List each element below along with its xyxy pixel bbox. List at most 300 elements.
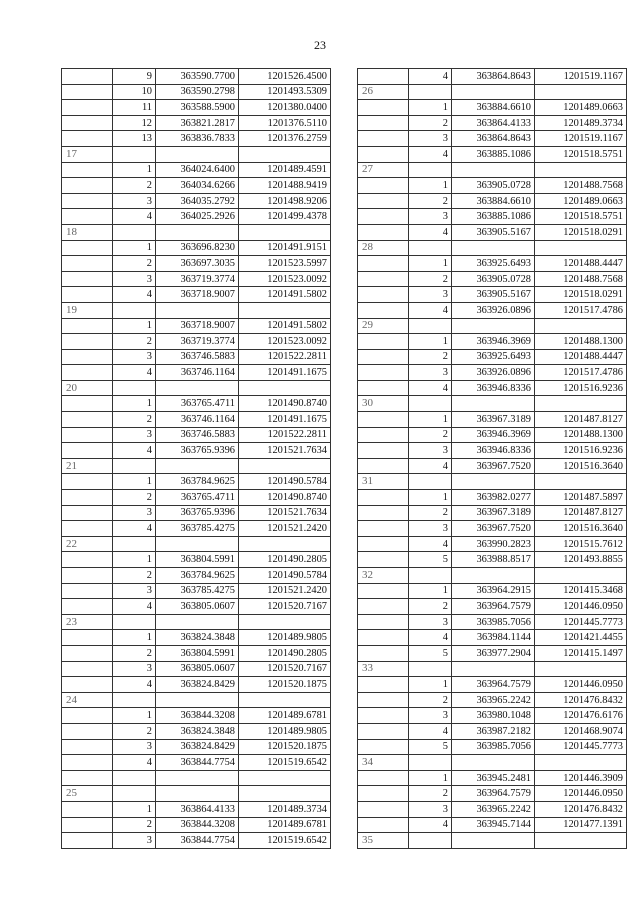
coordinate-x-cell: 363985.7056	[452, 614, 535, 630]
table-row	[62, 568, 331, 584]
page-number: 23	[314, 38, 326, 52]
table-row	[62, 583, 331, 599]
point-number-cell: 4	[113, 443, 156, 459]
point-number-cell: 2	[409, 599, 452, 615]
parcel-number-cell	[62, 287, 113, 303]
coordinate-y-cell	[239, 380, 331, 396]
coordinate-y-cell: 1201490.8740	[239, 490, 331, 506]
parcel-number-cell	[358, 193, 409, 209]
coordinate-y-cell: 1201523.0092	[239, 271, 331, 287]
coordinate-y-cell	[239, 302, 331, 318]
parcel-number-cell: 25	[62, 786, 113, 802]
coordinate-y-cell: 1201490.2805	[239, 552, 331, 568]
coordinate-y-cell: 1201490.5784	[239, 568, 331, 584]
coordinate-x-cell: 363836.7833	[156, 131, 239, 147]
coordinate-y-cell: 1201498.9206	[239, 193, 331, 209]
table-row	[358, 708, 627, 724]
coordinate-x-cell	[156, 458, 239, 474]
coordinate-x-cell: 364035.2792	[156, 193, 239, 209]
table-row	[62, 193, 331, 209]
point-number-cell	[409, 84, 452, 100]
parcel-number-cell	[358, 443, 409, 459]
point-number-cell: 3	[409, 443, 452, 459]
parcel-number-cell	[358, 271, 409, 287]
point-number-cell: 3	[409, 365, 452, 381]
point-number-cell: 4	[409, 630, 452, 646]
point-number-cell	[113, 458, 156, 474]
coordinate-x-cell: 363926.0896	[452, 302, 535, 318]
parcel-number-cell	[358, 69, 409, 85]
coordinate-y-cell: 1201520.7167	[239, 661, 331, 677]
parcel-number-cell	[62, 521, 113, 537]
coordinate-x-cell: 363588.5900	[156, 100, 239, 116]
point-number-cell: 4	[113, 287, 156, 303]
parcel-number-cell	[358, 505, 409, 521]
parcel-number-cell	[62, 677, 113, 693]
coordinate-y-cell: 1201519.1167	[535, 131, 627, 147]
parcel-number-cell	[62, 568, 113, 584]
table-row	[62, 443, 331, 459]
coordinate-y-cell: 1201489.0663	[535, 100, 627, 116]
coordinate-y-cell: 1201446.0950	[535, 786, 627, 802]
coordinate-y-cell: 1201476.6176	[535, 708, 627, 724]
table-row	[62, 131, 331, 147]
coordinate-y-cell	[535, 661, 627, 677]
parcel-number-cell	[62, 770, 113, 786]
point-number-cell: 3	[113, 661, 156, 677]
coordinate-y-cell: 1201522.2811	[239, 427, 331, 443]
point-number-cell: 4	[409, 723, 452, 739]
coordinate-x-cell: 363784.9625	[156, 474, 239, 490]
point-number-cell: 3	[113, 193, 156, 209]
point-number-cell: 2	[409, 427, 452, 443]
table-row	[358, 240, 627, 256]
coordinate-y-cell: 1201487.5897	[535, 490, 627, 506]
coordinate-x-cell: 363925.6493	[452, 256, 535, 272]
parcel-number-cell	[62, 334, 113, 350]
table-row	[62, 380, 331, 396]
parcel-number-cell: 26	[358, 84, 409, 100]
coordinate-x-cell	[156, 692, 239, 708]
coordinate-y-cell	[535, 474, 627, 490]
parcel-number-cell	[358, 645, 409, 661]
coordinate-y-cell: 1201491.1675	[239, 365, 331, 381]
coordinate-x-cell: 363905.5167	[452, 224, 535, 240]
coordinate-y-cell: 1201520.1875	[239, 677, 331, 693]
coordinate-y-cell: 1201487.8127	[535, 505, 627, 521]
point-number-cell: 3	[113, 833, 156, 849]
table-row	[62, 240, 331, 256]
coordinate-x-cell: 363824.3848	[156, 723, 239, 739]
point-number-cell: 4	[113, 365, 156, 381]
coordinate-x-cell: 363980.1048	[452, 708, 535, 724]
coordinate-y-cell: 1201521.2420	[239, 521, 331, 537]
point-number-cell	[113, 614, 156, 630]
coordinate-x-cell: 363985.7056	[452, 739, 535, 755]
point-number-cell: 1	[113, 474, 156, 490]
parcel-number-cell	[358, 692, 409, 708]
table-row	[62, 536, 331, 552]
table-row	[62, 692, 331, 708]
coordinate-x-cell: 363785.4275	[156, 521, 239, 537]
parcel-number-cell: 17	[62, 146, 113, 162]
parcel-number-cell: 23	[62, 614, 113, 630]
table-row	[62, 162, 331, 178]
coordinate-x-cell: 363964.7579	[452, 599, 535, 615]
coordinate-y-cell: 1201519.6542	[239, 833, 331, 849]
parcel-number-cell	[358, 630, 409, 646]
table-row	[358, 349, 627, 365]
point-number-cell: 1	[409, 490, 452, 506]
coordinate-y-cell: 1201446.0950	[535, 677, 627, 693]
point-number-cell: 10	[113, 84, 156, 100]
table-row	[358, 458, 627, 474]
table-row	[62, 84, 331, 100]
table-row	[62, 458, 331, 474]
parcel-number-cell	[62, 412, 113, 428]
parcel-number-cell	[62, 661, 113, 677]
table-row	[358, 412, 627, 428]
table-row	[62, 100, 331, 116]
parcel-number-cell	[62, 599, 113, 615]
coordinate-y-cell	[239, 146, 331, 162]
coordinate-x-cell: 363746.1164	[156, 412, 239, 428]
point-number-cell: 2	[409, 349, 452, 365]
coordinate-x-cell: 363821.2817	[156, 115, 239, 131]
coordinate-y-cell: 1201518.5751	[535, 209, 627, 225]
coordinate-y-cell	[239, 536, 331, 552]
coordinate-x-cell: 363964.7579	[452, 677, 535, 693]
point-number-cell: 2	[113, 568, 156, 584]
parcel-number-cell	[358, 723, 409, 739]
parcel-number-cell: 33	[358, 661, 409, 677]
coordinates-table-right	[357, 68, 627, 849]
coordinate-x-cell: 363718.9007	[156, 318, 239, 334]
table-row	[62, 318, 331, 334]
point-number-cell: 3	[113, 427, 156, 443]
coordinate-x-cell	[452, 755, 535, 771]
coordinate-y-cell: 1201489.9805	[239, 630, 331, 646]
point-number-cell	[409, 318, 452, 334]
table-row	[62, 599, 331, 615]
parcel-number-cell	[62, 256, 113, 272]
coordinate-x-cell: 363804.5991	[156, 645, 239, 661]
coordinate-x-cell: 363884.6610	[452, 193, 535, 209]
coordinate-x-cell: 363967.3189	[452, 505, 535, 521]
coordinate-x-cell	[156, 786, 239, 802]
coordinate-y-cell	[535, 240, 627, 256]
point-number-cell: 4	[409, 817, 452, 833]
parcel-number-cell	[358, 302, 409, 318]
coordinate-y-cell: 1201446.0950	[535, 599, 627, 615]
point-number-cell	[113, 536, 156, 552]
point-number-cell: 3	[409, 287, 452, 303]
parcel-number-cell	[358, 209, 409, 225]
parcel-number-cell	[62, 427, 113, 443]
coordinate-x-cell	[452, 318, 535, 334]
point-number-cell: 1	[409, 334, 452, 350]
point-number-cell: 2	[113, 490, 156, 506]
table-row	[62, 115, 331, 131]
point-number-cell: 1	[113, 708, 156, 724]
coordinate-y-cell: 1201515.7612	[535, 536, 627, 552]
parcel-number-cell	[62, 365, 113, 381]
parcel-number-cell	[62, 100, 113, 116]
coordinate-y-cell: 1201516.9236	[535, 380, 627, 396]
coordinate-x-cell: 363946.8336	[452, 443, 535, 459]
parcel-number-cell	[358, 770, 409, 786]
point-number-cell: 1	[409, 100, 452, 116]
parcel-number-cell	[62, 131, 113, 147]
coordinate-x-cell: 363905.0728	[452, 178, 535, 194]
coordinate-y-cell: 1201491.5802	[239, 287, 331, 303]
table-row	[358, 146, 627, 162]
point-number-cell: 1	[409, 770, 452, 786]
parcel-number-cell	[62, 755, 113, 771]
parcel-number-cell	[62, 583, 113, 599]
point-number-cell: 11	[113, 100, 156, 116]
table-row	[358, 100, 627, 116]
parcel-number-cell	[358, 552, 409, 568]
table-row	[358, 318, 627, 334]
table-row	[62, 801, 331, 817]
parcel-number-cell: 22	[62, 536, 113, 552]
point-number-cell: 3	[409, 614, 452, 630]
parcel-number-cell	[358, 287, 409, 303]
coordinates-table-left	[61, 68, 331, 849]
table-row	[358, 365, 627, 381]
coordinate-y-cell: 1201519.6542	[239, 755, 331, 771]
coordinate-x-cell: 363967.7520	[452, 521, 535, 537]
coordinate-y-cell	[535, 396, 627, 412]
parcel-number-cell	[358, 178, 409, 194]
coordinate-y-cell: 1201493.5309	[239, 84, 331, 100]
coordinate-x-cell: 363719.3774	[156, 271, 239, 287]
point-number-cell: 1	[409, 677, 452, 693]
coordinate-y-cell: 1201490.2805	[239, 645, 331, 661]
table-row	[62, 474, 331, 490]
coordinate-x-cell: 363824.3848	[156, 630, 239, 646]
table-row	[358, 552, 627, 568]
table-row	[62, 833, 331, 849]
point-number-cell: 13	[113, 131, 156, 147]
parcel-number-cell	[358, 256, 409, 272]
coordinate-x-cell	[156, 146, 239, 162]
coordinate-y-cell: 1201489.3734	[239, 801, 331, 817]
parcel-number-cell	[358, 380, 409, 396]
table-row	[62, 614, 331, 630]
point-number-cell	[409, 474, 452, 490]
point-number-cell	[409, 396, 452, 412]
coordinate-x-cell: 364025.2926	[156, 209, 239, 225]
coordinate-y-cell: 1201488.1300	[535, 334, 627, 350]
table-row	[358, 583, 627, 599]
table-row	[358, 692, 627, 708]
coordinate-x-cell: 363746.5883	[156, 349, 239, 365]
coordinate-x-cell	[452, 474, 535, 490]
coordinate-x-cell: 363965.2242	[452, 801, 535, 817]
table-row	[62, 645, 331, 661]
table-row	[62, 302, 331, 318]
parcel-number-cell	[358, 490, 409, 506]
point-number-cell: 5	[409, 552, 452, 568]
coordinate-x-cell	[156, 380, 239, 396]
table-row	[62, 786, 331, 802]
point-number-cell: 4	[409, 224, 452, 240]
parcel-number-cell: 30	[358, 396, 409, 412]
coordinate-x-cell: 363844.7754	[156, 833, 239, 849]
point-number-cell: 2	[409, 115, 452, 131]
coordinate-x-cell: 363697.3035	[156, 256, 239, 272]
table-row	[62, 69, 331, 85]
table-row	[358, 271, 627, 287]
parcel-number-cell	[358, 599, 409, 615]
coordinate-x-cell: 363864.8643	[452, 131, 535, 147]
table-row	[358, 209, 627, 225]
parcel-number-cell	[358, 365, 409, 381]
coordinate-y-cell: 1201523.0092	[239, 334, 331, 350]
table-row	[358, 427, 627, 443]
coordinate-x-cell: 363765.4711	[156, 396, 239, 412]
coordinate-y-cell: 1201489.4591	[239, 162, 331, 178]
coordinate-x-cell: 363784.9625	[156, 568, 239, 584]
coordinate-y-cell: 1201489.6781	[239, 817, 331, 833]
coordinate-y-cell	[535, 568, 627, 584]
coordinate-y-cell: 1201516.9236	[535, 443, 627, 459]
table-row	[358, 723, 627, 739]
point-number-cell	[409, 755, 452, 771]
coordinate-x-cell: 363965.2242	[452, 692, 535, 708]
parcel-number-cell	[358, 131, 409, 147]
coordinate-x-cell: 363946.3969	[452, 427, 535, 443]
coordinate-y-cell: 1201516.3640	[535, 458, 627, 474]
table-row	[62, 209, 331, 225]
coordinate-y-cell	[239, 224, 331, 240]
coordinate-x-cell	[452, 833, 535, 849]
coordinate-y-cell	[239, 770, 331, 786]
point-number-cell: 1	[113, 318, 156, 334]
coordinate-x-cell: 363765.4711	[156, 490, 239, 506]
parcel-number-cell	[62, 396, 113, 412]
table-row	[62, 178, 331, 194]
coordinate-y-cell: 1201376.5110	[239, 115, 331, 131]
table-row	[62, 146, 331, 162]
coordinate-y-cell	[535, 318, 627, 334]
parcel-number-cell: 29	[358, 318, 409, 334]
table-row	[358, 69, 627, 85]
table-row	[358, 521, 627, 537]
parcel-number-cell	[62, 240, 113, 256]
point-number-cell: 1	[409, 412, 452, 428]
coordinate-y-cell: 1201518.0291	[535, 287, 627, 303]
coordinate-y-cell: 1201421.4455	[535, 630, 627, 646]
coordinate-x-cell: 363590.7700	[156, 69, 239, 85]
coordinate-x-cell: 363805.0607	[156, 599, 239, 615]
point-number-cell: 9	[113, 69, 156, 85]
coordinate-y-cell: 1201476.8432	[535, 692, 627, 708]
table-row	[358, 614, 627, 630]
table-row	[62, 224, 331, 240]
coordinate-y-cell: 1201380.0400	[239, 100, 331, 116]
table-row	[62, 349, 331, 365]
point-number-cell: 3	[409, 131, 452, 147]
coordinate-x-cell: 363824.8429	[156, 739, 239, 755]
point-number-cell: 3	[409, 708, 452, 724]
table-row	[62, 708, 331, 724]
table-row	[358, 568, 627, 584]
table-row	[62, 334, 331, 350]
coordinate-x-cell: 363946.8336	[452, 380, 535, 396]
point-number-cell: 3	[113, 271, 156, 287]
coordinate-y-cell: 1201490.5784	[239, 474, 331, 490]
parcel-number-cell	[358, 224, 409, 240]
point-number-cell: 4	[409, 536, 452, 552]
point-number-cell: 1	[113, 552, 156, 568]
parcel-number-cell	[62, 443, 113, 459]
table-row	[358, 396, 627, 412]
coordinate-x-cell: 363925.6493	[452, 349, 535, 365]
point-number-cell	[113, 692, 156, 708]
table-row	[358, 115, 627, 131]
point-number-cell	[409, 162, 452, 178]
coordinates-table-right-body	[358, 69, 627, 849]
point-number-cell: 2	[409, 271, 452, 287]
coordinate-y-cell: 1201489.6781	[239, 708, 331, 724]
parcel-number-cell	[62, 474, 113, 490]
coordinate-x-cell: 364024.6400	[156, 162, 239, 178]
coordinate-y-cell: 1201488.1300	[535, 427, 627, 443]
coordinate-x-cell: 363864.4133	[156, 801, 239, 817]
parcel-number-cell	[62, 178, 113, 194]
coordinate-x-cell	[156, 224, 239, 240]
coordinate-x-cell: 363905.5167	[452, 287, 535, 303]
table-row	[62, 552, 331, 568]
coordinate-y-cell: 1201491.1675	[239, 412, 331, 428]
coordinate-y-cell: 1201521.7634	[239, 505, 331, 521]
table-row	[358, 645, 627, 661]
parcel-number-cell: 24	[62, 692, 113, 708]
coordinate-x-cell	[452, 568, 535, 584]
coordinate-x-cell: 363964.2915	[452, 583, 535, 599]
point-number-cell: 1	[409, 256, 452, 272]
point-number-cell	[409, 833, 452, 849]
coordinate-y-cell	[239, 786, 331, 802]
point-number-cell: 2	[409, 692, 452, 708]
point-number-cell	[409, 661, 452, 677]
table-row	[62, 287, 331, 303]
coordinate-x-cell: 363926.0896	[452, 365, 535, 381]
parcel-number-cell	[358, 786, 409, 802]
parcel-number-cell: 19	[62, 302, 113, 318]
point-number-cell: 1	[113, 396, 156, 412]
coordinate-x-cell: 363844.3208	[156, 817, 239, 833]
parcel-number-cell	[358, 739, 409, 755]
coordinate-x-cell: 363945.7144	[452, 817, 535, 833]
coordinate-y-cell: 1201520.7167	[239, 599, 331, 615]
point-number-cell: 4	[409, 380, 452, 396]
parcel-number-cell	[62, 162, 113, 178]
table-row	[358, 474, 627, 490]
table-row	[62, 521, 331, 537]
table-row	[358, 661, 627, 677]
point-number-cell: 2	[113, 723, 156, 739]
parcel-number-cell: 18	[62, 224, 113, 240]
table-row	[358, 801, 627, 817]
coordinate-x-cell: 363696.8230	[156, 240, 239, 256]
table-row	[358, 630, 627, 646]
coordinate-y-cell: 1201488.7568	[535, 271, 627, 287]
coordinate-x-cell: 363988.8517	[452, 552, 535, 568]
